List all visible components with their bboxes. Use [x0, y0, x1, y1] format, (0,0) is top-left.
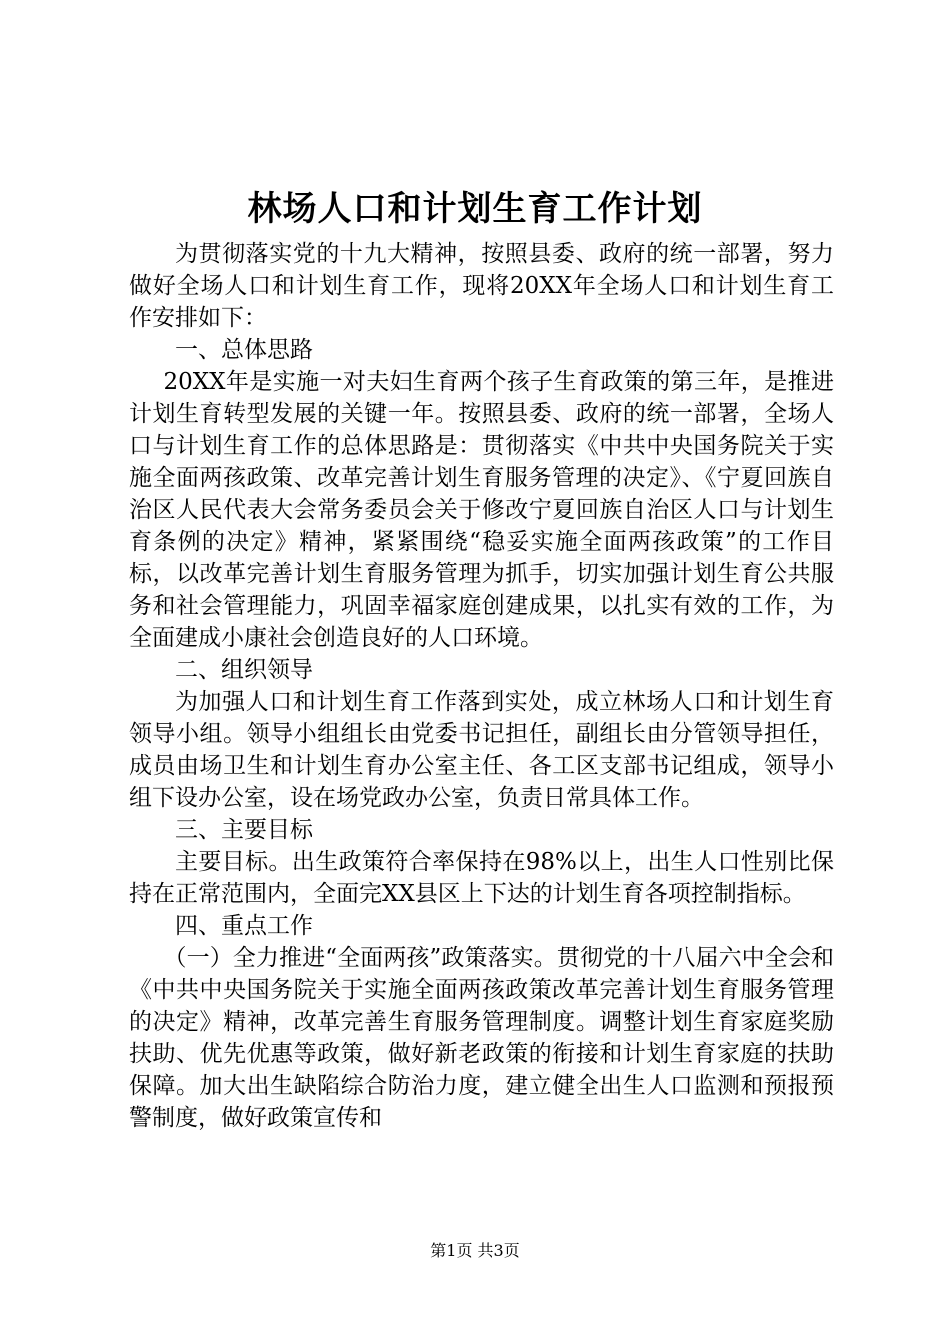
section-text-overall-approach: 20XX年是实施一对夫妇生育两个孩子生育政策的第三年，是推进计划生育转型发展的关键一年。按照县委、政府的统一部署，全场人口与计划生育工作的总体思路是：贯彻落实《中共中央国务院关于实施全面两孩政策、改革完善计划生育服务管理的决定》、《宁夏回族自治区人民代表大会常务委员会关于修改宁夏回族自治区人口与计划生育条例的决定》精神，紧紧围绕“稳妥实施全面两孩政策”的工作目标，以改革完善计划生育服务管理为抓手，切实加强计划生育公共服务和社会管理能力，巩固幸福家庭创建成果，以扎实有效的工作，为全面建成小康社会创造良好的人口环境。	[129, 369, 834, 651]
section-heading-overall-approach: 一、总体思路	[175, 337, 313, 363]
section-text-key-work: （一）全力推进“全面两孩”政策落实。贯彻党的十八届六中全会和《中共中央国务院关于实施全面两孩政策改革完善计划生育服务管理的决定》精神，改革完善生育服务管理制度。调整计划生育家庭奖励扶助、优先优惠等政策，做好新老政策的衔接和计划生育家庭的扶助保障。加大出生缺陷综合防治力度，建立健全出生人口监测和预报预警制度，做好政策宣传和	[129, 945, 834, 1131]
section-heading-organization: 二、组织领导	[175, 657, 313, 683]
document-body	[129, 238, 834, 1134]
section-heading-key-work: 四、重点工作	[175, 913, 313, 939]
document-title: 林场人口和计划生育工作计划	[247, 189, 703, 229]
intro-paragraph: 为贯彻落实党的十九大精神，按照县委、政府的统一部署，努力做好全场人口和计划生育工作，现将20XX年全场人口和计划生育工作安排如下：	[129, 241, 834, 331]
section-text-main-goals: 主要目标。出生政策符合率保持在98%以上，出生人口性别比保持在正常范围内，全面完XX县区上下达的计划生育各项控制指标。	[129, 849, 834, 907]
section-heading-main-goals: 三、主要目标	[175, 817, 313, 843]
section-text-organization: 为加强人口和计划生育工作落到实处，成立林场人口和计划生育领导小组。领导小组组长由党委书记担任，副组长由分管领导担任，成员由场卫生和计划生育办公室主任、各工区支部书记组成，领导小组下设办公室，设在场党政办公室，负责日常具体工作。	[129, 689, 834, 811]
page-footer: 第1页 共3页	[430, 1241, 520, 1260]
